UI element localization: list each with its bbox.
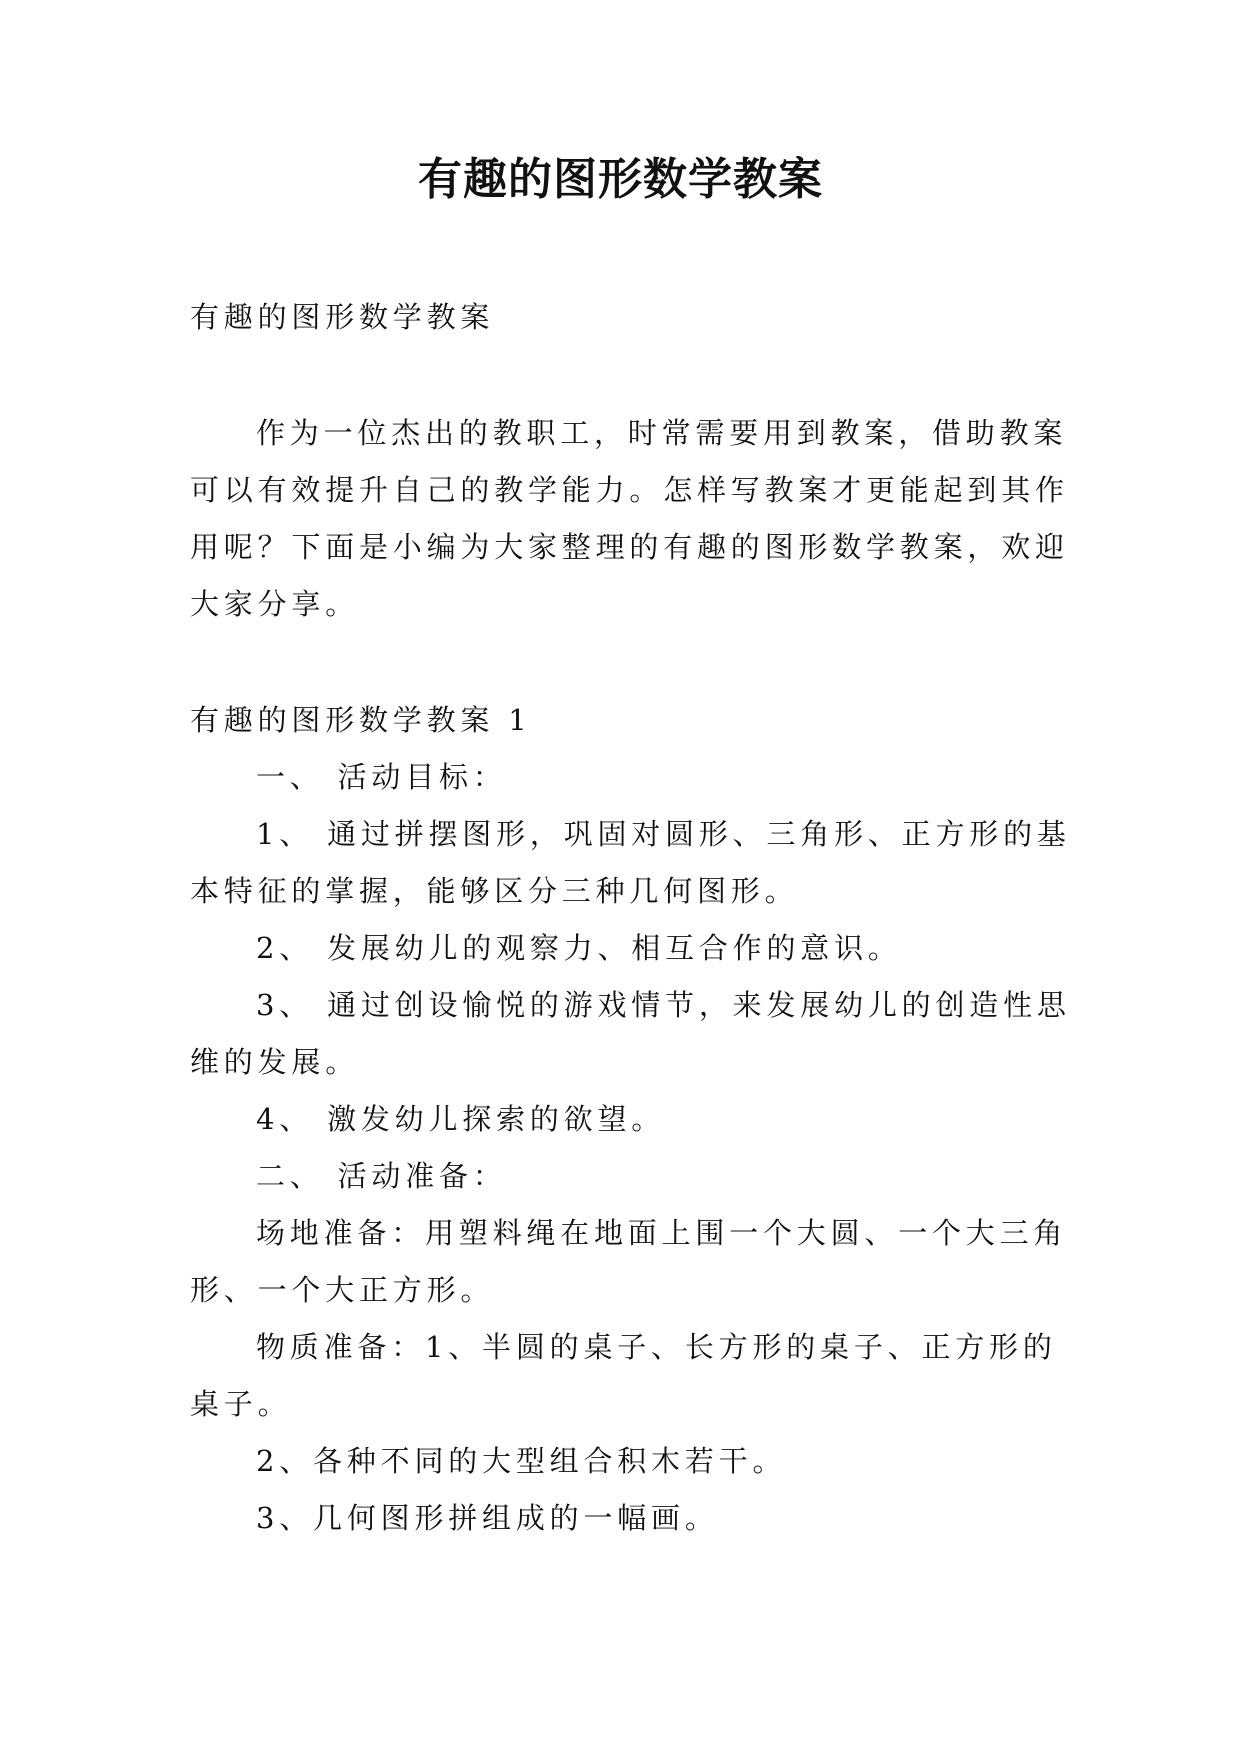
goal-2: 2、 发展幼儿的观察力、相互合作的意识。 — [256, 931, 902, 965]
prep-heading: 二、 活动准备： — [256, 1159, 507, 1193]
intro-line-4: 大家分享。 — [190, 587, 360, 621]
document-subtitle: 有趣的图形数学教案 — [190, 300, 495, 334]
goals-heading: 一、 活动目标： — [256, 760, 507, 794]
intro-line-2: 可以有效提升自己的教学能力。怎样写教案才更能起到其作 — [190, 473, 1069, 507]
intro-line-3: 用呢？下面是小编为大家整理的有趣的图形数学教案，欢迎 — [190, 530, 1069, 564]
material-prep-line-1: 物质准备：1、半圆的桌子、长方形的桌子、正方形的 — [256, 1330, 1057, 1364]
material-item-3: 3、几何图形拼组成的一幅画。 — [256, 1501, 719, 1535]
goal-3-line-2: 维的发展。 — [190, 1045, 360, 1079]
material-item-2: 2、各种不同的大型组合积木若干。 — [256, 1444, 787, 1478]
goal-4: 4、 激发幼儿探索的欲望。 — [256, 1102, 666, 1136]
section-heading: 有趣的图形数学教案 1 — [190, 703, 532, 737]
venue-prep-line-1: 场地准备：用塑料绳在地面上围一个大圆、一个大三角 — [256, 1216, 1068, 1250]
material-prep-line-2: 桌子。 — [190, 1387, 292, 1421]
goal-3-line-1: 3、 通过创设愉悦的游戏情节，来发展幼儿的创造性思 — [256, 988, 1071, 1022]
goal-1-line-2: 本特征的掌握，能够区分三种几何图形。 — [190, 874, 799, 908]
goal-1-line-1: 1、 通过拼摆图形，巩固对圆形、三角形、正方形的基 — [256, 817, 1071, 851]
document-title: 有趣的图形数学教案 — [418, 154, 823, 205]
intro-line-1: 作为一位杰出的教职工，时常需要用到教案，借助教案 — [256, 416, 1068, 450]
venue-prep-line-2: 形、一个大正方形。 — [190, 1273, 495, 1307]
